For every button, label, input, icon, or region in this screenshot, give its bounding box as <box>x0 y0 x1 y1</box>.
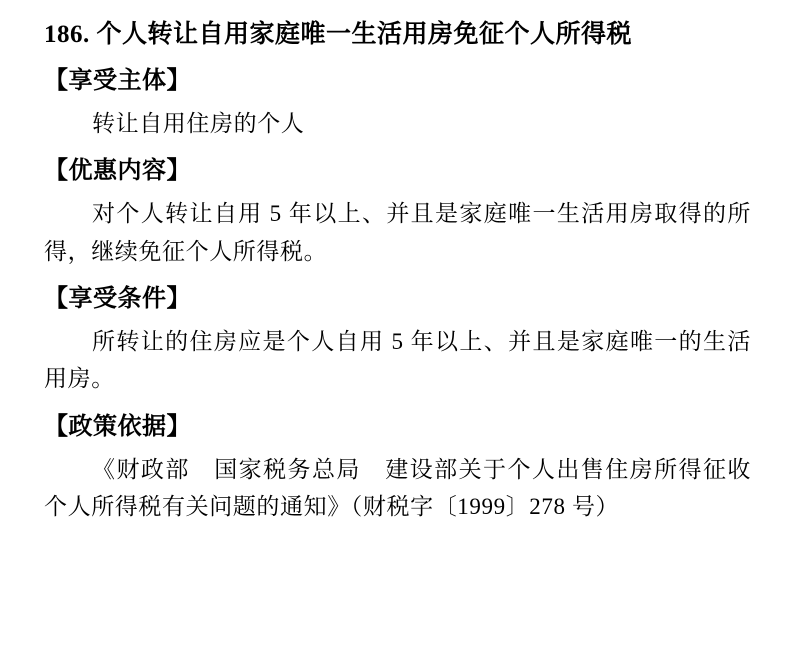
section-heading: 【优惠内容】 <box>44 158 191 185</box>
section-body: 对个人转让自用 5 年以上、并且是家庭唯一生活用房取得的所得，继续免征个人所得税。 <box>44 201 751 264</box>
section-policy-basis <box>44 412 751 526</box>
section-benefit-content <box>44 156 751 270</box>
section-beneficiary <box>44 66 751 142</box>
page-title: 186. 个人转让自用家庭唯一生活用房免征个人所得税 <box>44 21 633 48</box>
section-body: 所转让的住房应是个人自用 5 年以上、并且是家庭唯一的生活用房。 <box>44 329 751 392</box>
section-heading: 【享受条件】 <box>44 285 191 312</box>
section-body: 《财政部 国家税务总局 建设部关于个人出售住房所得征收个人所得税有关问题的通知》（财税字〔1999〕278 号） <box>44 456 751 519</box>
section-body: 转让自用住房的个人 <box>92 110 305 136</box>
section-heading: 【政策依据】 <box>44 413 191 440</box>
section-heading: 【享受主体】 <box>44 67 191 94</box>
section-conditions <box>44 284 751 398</box>
